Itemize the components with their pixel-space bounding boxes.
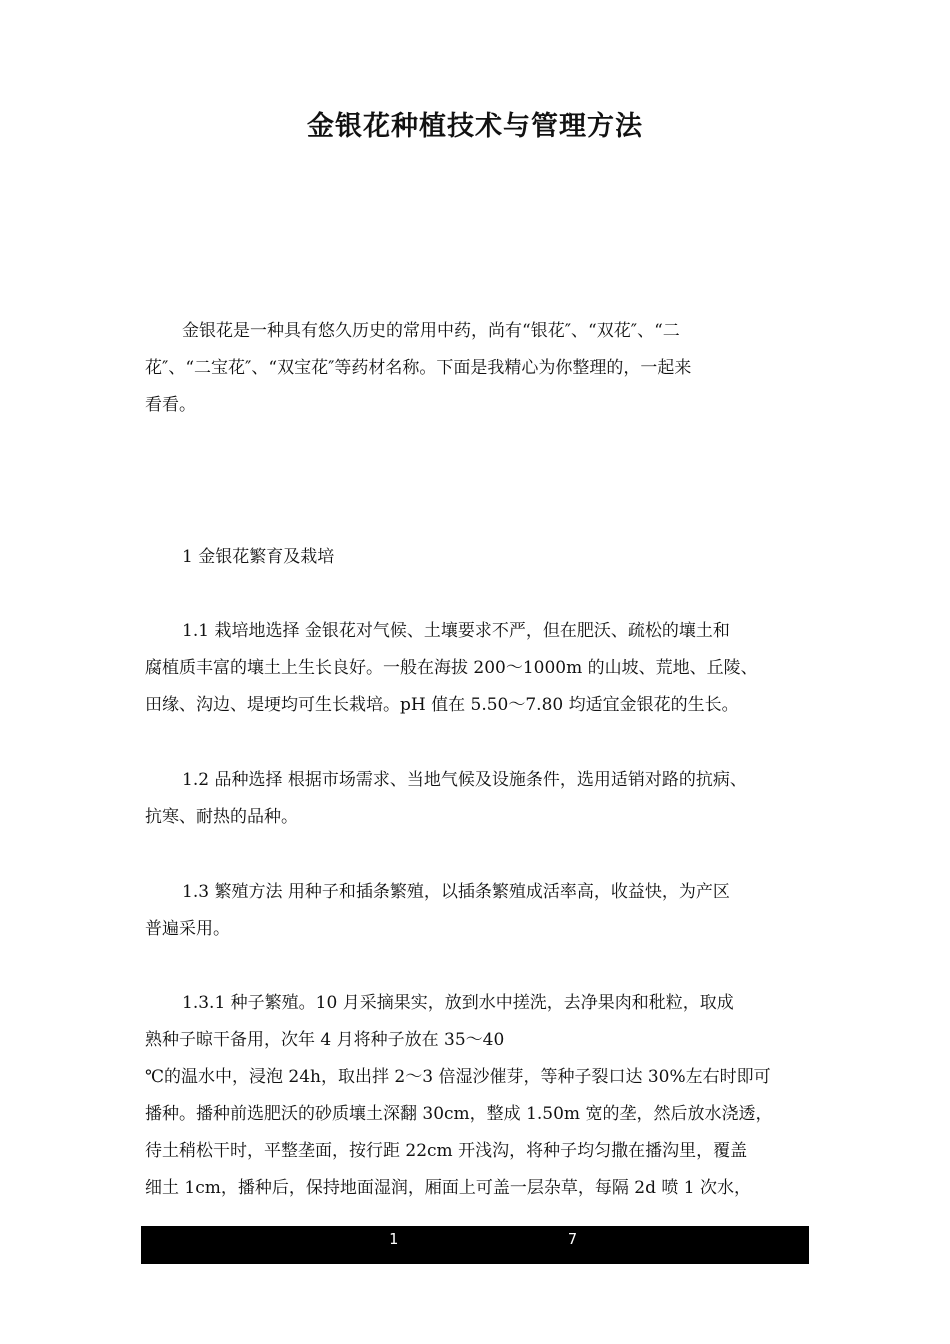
- paragraph-1-2: [145, 762, 810, 836]
- text-line: 熟种子晾干备用，次年 4 月将种子放在 35～40: [145, 1030, 505, 1050]
- text-line: 细土 1cm，播种后，保持地面湿润，厢面上可盖一层杂草，每隔 2d 喷 1 次水，: [145, 1178, 751, 1198]
- text-line: 看看。: [145, 395, 196, 415]
- paragraph-1-1: [145, 613, 810, 724]
- text-line: 花″、“二宝花″、“双宝花″等药材名称。下面是我精心为你整理的，一起来: [145, 358, 692, 378]
- text-line: 待土稍松干时，平整垄面，按行距 22cm 开浅沟，将种子均匀撒在播沟里，覆盖: [145, 1141, 748, 1161]
- page-total-number: 7: [568, 1230, 578, 1248]
- text-line: 金银花是一种具有悠久历史的常用中药，尚有“银花″、“双花″、“二: [182, 321, 680, 341]
- text-line: 1.3.1 种子繁殖。10 月采摘果实，放到水中搓洗，去净果肉和秕粒，取成: [182, 993, 734, 1013]
- text-line: 抗寒、耐热的品种。: [145, 807, 298, 827]
- section-heading-text: 1 金银花繁育及栽培: [182, 547, 335, 567]
- text-line: 田缘、沟边、堤埂均可生长栽培。pH 值在 5.50～7.80 均适宜金银花的生长。: [145, 695, 739, 715]
- paragraph-1-3-1: [145, 985, 810, 1207]
- intro-paragraph: [145, 313, 810, 424]
- text-line: 1.1 栽培地选择 金银花对气候、土壤要求不严，但在肥沃、疏松的壤土和: [182, 621, 730, 641]
- text-line: 播种。播种前选肥沃的砂质壤土深翻 30cm，整成 1.50m 宽的垄，然后放水浇透，: [145, 1104, 773, 1124]
- page-current-number: 1: [389, 1230, 399, 1248]
- text-line: 1.3 繁殖方法 用种子和插条繁殖，以插条繁殖成活率高，收益快，为产区: [182, 882, 730, 902]
- document-title: 金银花种植技术与管理方法: [307, 111, 643, 142]
- paragraph-1-3: [145, 874, 810, 948]
- page-footer-bar: [141, 1226, 809, 1264]
- text-line: ℃的温水中，浸泡 24h，取出拌 2～3 倍湿沙催芽，等种子裂口达 30%左右时即可: [145, 1067, 771, 1087]
- section-heading: [145, 539, 810, 576]
- text-line: 普遍采用。: [145, 919, 230, 939]
- text-line: 腐植质丰富的壤土上生长良好。一般在海拔 200～1000m 的山坡、荒地、丘陵、: [145, 658, 758, 678]
- text-line: 1.2 品种选择 根据市场需求、当地气候及设施条件，选用适销对路的抗病、: [182, 770, 747, 790]
